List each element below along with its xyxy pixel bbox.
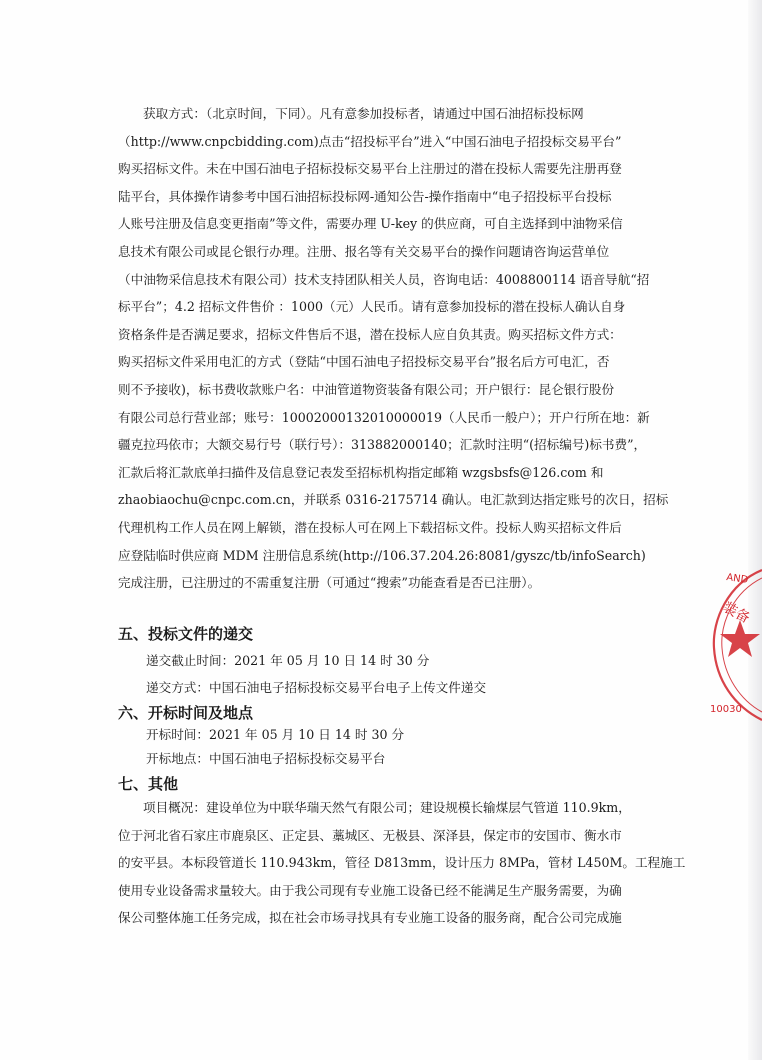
purchase-method-line: 汇款后将汇款底单扫描件及信息登记表发至招标机构指定邮箱 wzgsbsfs@126.com 和	[118, 464, 604, 480]
project-overview-line: 位于河北省石家庄市鹿泉区、正定县、藁城区、无极县、深泽县，保定市的安国市、衡水市	[118, 827, 622, 843]
purchase-method-line: 疆克拉玛依市；大额交易行号（联行号）：313882000140；汇款时注明“(招标编号)标书费”，	[118, 437, 647, 453]
purchase-method-line: 购买招标文件采用电汇的方式（登陆“中国石油电子招投标交易平台”报名后方可电汇，否	[118, 354, 610, 370]
page-edge-shadow	[748, 0, 762, 1060]
section6-place	[146, 748, 385, 770]
purchase-method-paragraph	[118, 100, 669, 597]
section6-time	[146, 724, 404, 746]
section5-deadline	[146, 650, 429, 672]
section7-heading: 七、其他	[118, 775, 179, 793]
seal-text-bottom: 10030	[710, 704, 742, 715]
purchase-method-line: 息技术有限公司或昆仑银行办理。注册、报名等有关交易平台的操作问题请咨询运营单位	[118, 243, 610, 259]
purchase-method-line: 陆平台，具体操作请参考中国石油招标投标网-通知公告-操作指南中“电子招投标平台投标	[118, 188, 612, 204]
project-overview-line: 项目概况：建设单位为中联华瑞天然气有限公司；建设规模长输煤层气管道 110.9km，	[143, 800, 631, 815]
section5-heading: 五、投标文件的递交	[118, 625, 254, 643]
seal-star-icon	[720, 620, 760, 657]
section5-method	[146, 677, 486, 699]
purchase-method-line: 有限公司总行营业部；账号：10002000132010000019（人民币一般户）；开户行所在地：新	[118, 409, 650, 425]
deadline-value: 2021 年 05 月 10 日 14 时 30 分	[234, 653, 430, 668]
purchase-method-line: （http://www.cnpcbidding.com)点击“招投标平台”进入“中国石油电子招投标交易平台”	[118, 133, 622, 149]
seal-graphic	[700, 560, 762, 730]
purchase-method-line: 代理机构工作人员在网上解锁，潜在投标人可在网上下载招标文件。投标人购买招标文件后	[118, 519, 622, 535]
purchase-method-line: 获取方式：（北京时间，下同）。凡有意参加投标者，请通过中国石油招标投标网	[143, 106, 584, 121]
project-overview-paragraph	[118, 794, 686, 932]
deadline-label: 递交截止时间：	[146, 653, 235, 668]
seal-text-mid: 装备	[720, 599, 753, 627]
company-seal-stamp	[700, 560, 762, 730]
project-overview-line: 的安平县。本标段管道长 110.943km，管径 D813mm，设计压力 8MPa，管材 L450M。工程施工	[118, 855, 686, 871]
purchase-method-line: 标平台”；4.2 招标文件售价 ：1000（元）人民币。请有意参加投标的潜在投标人确认自身	[118, 299, 626, 315]
purchase-method-line: （中油物采信息技术有限公司）技术支持团队相关人员，咨询电话：4008800114 语音导航“招	[118, 271, 650, 287]
purchase-method-line: zhaobiaochu@cnpc.com.cn，并联系 0316-2175714 确认。电汇款到达指定账号的次日，招标	[118, 492, 669, 508]
project-overview-line: 使用专业设备需求量较大。由于我公司现有专业施工设备已经不能满足生产服务需要，为确	[118, 882, 622, 898]
purchase-method-line: 资格条件是否满足要求，招标文件售后不退，潜在投标人应自负其责。购买招标文件方式：	[118, 326, 622, 342]
project-overview-line: 保公司整体施工任务完成，拟在社会市场寻找具有专业施工设备的服务商，配合公司完成施	[118, 910, 622, 926]
section6-heading: 六、开标时间及地点	[118, 704, 254, 722]
purchase-method-line: 完成注册，已注册过的不需重复注册（可通过“搜索”功能查看是否已注册）。	[118, 575, 541, 591]
opening-time-value: 2021 年 05 月 10 日 14 时 30 分	[208, 727, 405, 742]
purchase-method-line: 购买招标文件。未在中国石油电子招标投标交易平台上注册过的潜在投标人需要先注册再登	[118, 161, 622, 177]
purchase-method-line: 人账号注册及信息变更指南”等文件，需要办理 U-key 的供应商，可自主选择到中油物采信	[118, 216, 623, 232]
opening-place-value: 中国石油电子招标投标交易平台	[208, 751, 386, 766]
seal-text-top: AND	[725, 572, 749, 587]
purchase-method-line: 则不予接收)，标书费收款账户名：中油管道物资装备有限公司；开户银行：昆仑银行股份	[118, 381, 615, 397]
method-value: 中国石油电子招标投标交易平台电子上传文件递交	[208, 680, 487, 695]
opening-time-label: 开标时间：	[146, 727, 209, 742]
method-label: 递交方式：	[146, 680, 209, 695]
opening-place-label: 开标地点：	[146, 751, 209, 766]
purchase-method-line: 应登陆临时供应商 MDM 注册信息系统(http://106.37.204.26:8081/gyszc/tb/infoSearch)	[118, 547, 646, 563]
